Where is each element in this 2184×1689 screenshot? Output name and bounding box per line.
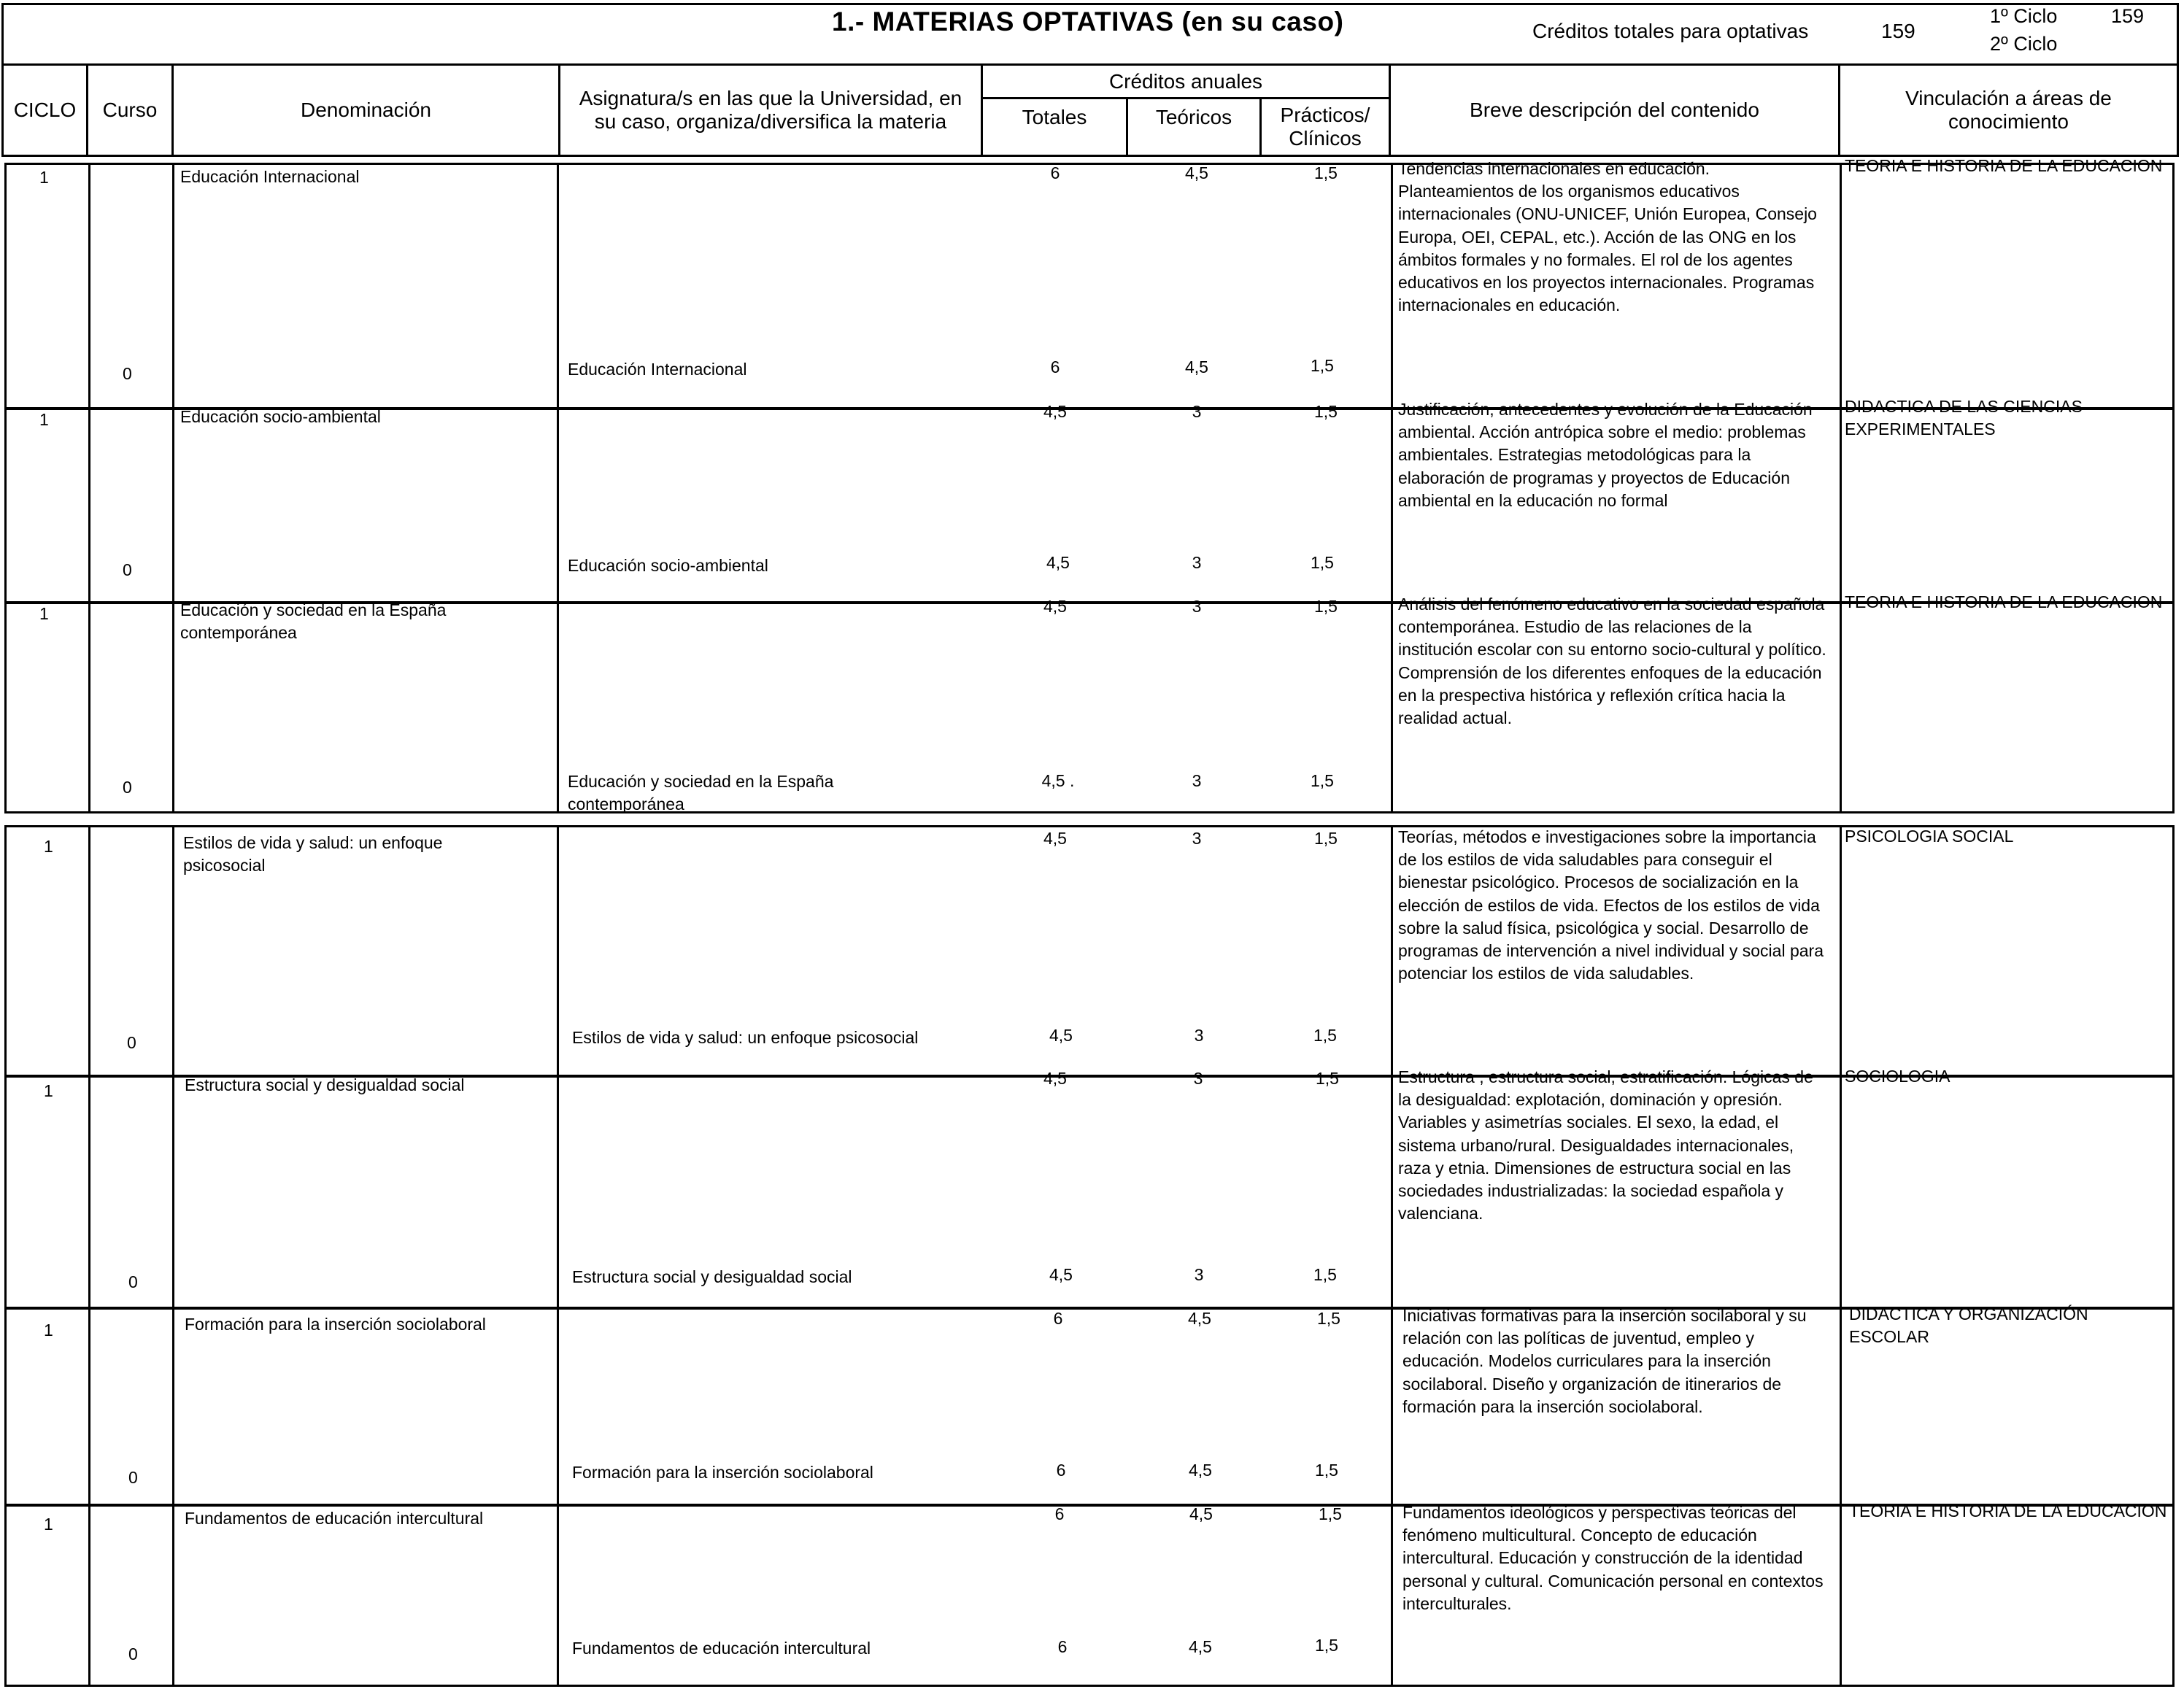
- sub-totales-value: 4,5: [1046, 553, 1070, 572]
- teoricos-value: 3: [1192, 597, 1202, 616]
- title-band: [1, 3, 2179, 66]
- sub-practicos-value: 1,5: [1313, 1026, 1337, 1045]
- descripcion-value: Justificación, antecedentes y evolución de la Educación ambiental. Acción antrópica sobre el medio: problemas ambientales. Estrategias metodológicas para la elaboración de programas y proyectos de Educación ambiental en la educación no formal: [1398, 400, 1813, 510]
- sub-teoricos-value: 3: [1192, 771, 1202, 790]
- ciclo1-value: 159: [2111, 5, 2145, 27]
- practicos-value: 1,5: [1314, 829, 1338, 848]
- descripcion-value: Iniciativas formativas para la inserción socilaboral y su relación con las políticas de juventud, empleo y educación. Modelos curriculares para la inserción socilaboral. Diseño y organización de itinerarios de formación para la inserción sociolaboral.: [1402, 1306, 1807, 1416]
- practicos-value: 1,5: [1317, 1309, 1340, 1328]
- col-totales: Totales: [1022, 106, 1087, 128]
- totales-value: 6: [1053, 1309, 1063, 1328]
- ciclo-value: 1: [44, 1321, 53, 1340]
- sub-practicos-value: 1,5: [1311, 553, 1334, 572]
- teoricos-value: 3: [1193, 1069, 1203, 1088]
- totales-value: 6: [1054, 1504, 1065, 1523]
- practicos-value: 1,5: [1319, 1504, 1342, 1523]
- asignatura-value: Educación socio-ambiental: [568, 556, 768, 575]
- ciclo-value: 1: [39, 410, 49, 429]
- ciclo1-label: 1º Ciclo: [1990, 5, 2058, 27]
- vinculacion-value: DIDACTICA DE LAS CIENCIAS EXPERIMENTALES: [1845, 397, 2083, 438]
- denominacion-value: Fundamentos de educación intercultural: [185, 1509, 484, 1528]
- denominacion-value: Estructura social y desigualdad social: [185, 1075, 465, 1094]
- denominacion-value: Educación Internacional: [180, 167, 360, 186]
- totales-value: 4,5: [1043, 402, 1067, 421]
- col-curso: Curso: [102, 98, 158, 121]
- vinculacion-value: PSICOLOGIA SOCIAL: [1845, 827, 2014, 846]
- totales-value: 4,5: [1043, 597, 1067, 616]
- ciclo-value: 1: [44, 1081, 53, 1100]
- descripcion-value: Fundamentos ideológicos y perspectivas teóricas del fenómeno multicultural. Concepto de educación intercultural. Educación y construcción de la identidad personal y cultural. Comunicación personal en contextos interculturales.: [1402, 1503, 1824, 1613]
- table-row: [4, 163, 2175, 409]
- teoricos-value: 3: [1192, 402, 1202, 421]
- curso-value: 0: [128, 1468, 138, 1487]
- vinculacion-value: TEORIA E HISTORIA DE LA EDUCACION: [1849, 1501, 2167, 1520]
- sub-teoricos-value: 4,5: [1185, 357, 1208, 376]
- curso-value: 0: [123, 778, 132, 797]
- ciclo-value: 1: [44, 837, 53, 856]
- col-practicos: Prácticos/ Clínicos: [1280, 104, 1370, 150]
- sub-practicos-value: 1,5: [1315, 1636, 1338, 1655]
- sub-practicos-value: 1,5: [1315, 1461, 1338, 1480]
- descripcion-value: Tendencias internacionales en educación. Planteamientos de los organismos educativos internacionales (ONU-UNICEF, Unión Europea, Consejo Europa, OEI, CEPAL, etc.). Acción de las ONG en los ámbitos formales y no formales. El rol de los agentes educativos en los proyectos internacionales. Programas internacionales en educación.: [1398, 159, 1817, 315]
- teoricos-value: 4,5: [1189, 1504, 1213, 1523]
- col-descripcion: Breve descripción del contenido: [1470, 98, 1759, 121]
- curso-value: 0: [128, 1644, 138, 1663]
- asignatura-value: Estilos de vida y salud: un enfoque psicosocial: [572, 1028, 919, 1047]
- sub-practicos-value: 1,5: [1313, 1265, 1337, 1284]
- ciclo-value: 1: [44, 1515, 53, 1534]
- sub-teoricos-value: 3: [1194, 1026, 1204, 1045]
- sub-teoricos-value: 4,5: [1189, 1461, 1212, 1480]
- sub-totales-value: 6: [1057, 1637, 1068, 1656]
- curso-value: 0: [123, 364, 132, 383]
- creditos-totales-label: Créditos totales para optativas: [1532, 20, 1809, 42]
- ciclo-value: 1: [39, 168, 49, 187]
- col-vinculacion: Vinculación a áreas de conocimiento: [1905, 87, 2112, 133]
- teoricos-value: 4,5: [1188, 1309, 1211, 1328]
- creditos-totales-value: 159: [1881, 20, 1915, 42]
- vinculacion-value: TEORIA E HISTORIA DE LA EDUCACION: [1845, 156, 2163, 175]
- curso-value: 0: [127, 1033, 136, 1052]
- sub-totales-value: 6: [1056, 1461, 1066, 1480]
- asignatura-value: Educación y sociedad en la España contemporánea: [568, 772, 834, 813]
- denominacion-value: Estilos de vida y salud: un enfoque psicosocial: [183, 833, 443, 875]
- curso-value: 0: [128, 1272, 138, 1291]
- asignatura-value: Estructura social y desigualdad social: [572, 1267, 852, 1286]
- descripcion-value: Teorías, métodos e investigaciones sobre la importancia de los estilos de vida saludables para conseguir el bienestar psicológico. Procesos de socialización en la elección de estilos de vida. Efectos de los estilos de vida sobre la salud física, psicológica y social. Desarrollo de programas de intervención a nivel individual y social para potenciar los estilos de vida saludables.: [1398, 827, 1824, 983]
- col-creditos-anuales: Créditos anuales: [1108, 69, 1263, 93]
- practicos-value: 1,5: [1314, 597, 1338, 616]
- sub-totales-value: 4,5 .: [1041, 771, 1075, 790]
- ciclo2-label: 2º Ciclo: [1990, 33, 2058, 55]
- col-denominacion: Denominación: [301, 98, 431, 121]
- practicos-value: 1,5: [1316, 1069, 1339, 1088]
- practicos-value: 1,5: [1314, 163, 1338, 182]
- vinculacion-value: DIDACTICA Y ORGANIZACIÓN ESCOLAR: [1849, 1305, 2088, 1346]
- sub-teoricos-value: 3: [1192, 553, 1202, 572]
- sub-practicos-value: 1,5: [1311, 771, 1334, 790]
- descripcion-value: Estructura , estructura social, estratificación. Lógicas de la desigualdad: explotación, dominación y opresión. Variables y asimetrías sociales. El sexo, la edad, el sistema urbano/rural. Desigualdades internacionales, raza y etnia. Dimensiones de estructura social en las sociedades industrializadas: la sociedad española y valenciana.: [1398, 1067, 1813, 1224]
- sub-teoricos-value: 4,5: [1189, 1637, 1212, 1656]
- totales-value: 4,5: [1043, 829, 1067, 848]
- practicos-value: 1,5: [1314, 402, 1338, 421]
- page-title: 1.- MATERIAS OPTATIVAS (en su caso): [832, 7, 1344, 36]
- asignatura-value: Educación Internacional: [568, 360, 747, 379]
- vinculacion-value: TEORIA E HISTORIA DE LA EDUCACION: [1845, 592, 2163, 611]
- col-ciclo: CICLO: [13, 98, 77, 121]
- asignatura-value: Fundamentos de educación intercultural: [572, 1639, 871, 1658]
- totales-value: 6: [1050, 163, 1060, 182]
- vinculacion-value: SOCIOLOGIA: [1845, 1067, 1950, 1086]
- totales-value: 4,5: [1043, 1069, 1067, 1088]
- teoricos-value: 3: [1192, 829, 1202, 848]
- col-teoricos: Teóricos: [1155, 106, 1232, 128]
- sub-totales-value: 4,5: [1049, 1265, 1073, 1284]
- ciclo-value: 1: [39, 604, 49, 623]
- descripcion-value: Análisis del fenómeno educativo en la sociedad española contemporánea. Estudio de las relaciones de la institución escolar con su entorno socio-cultural y político. Comprensión de los diferentes enfoques de la educación en la prespectiva histórica y reflexión crítica hacia la realidad actual.: [1398, 595, 1826, 728]
- teoricos-value: 4,5: [1185, 163, 1208, 182]
- sub-totales-value: 6: [1050, 357, 1060, 376]
- table-header: [1, 63, 2179, 157]
- denominacion-value: Formación para la inserción sociolaboral: [185, 1315, 486, 1334]
- curso-value: 0: [123, 560, 132, 579]
- asignatura-value: Formación para la inserción sociolaboral: [572, 1463, 873, 1482]
- sub-teoricos-value: 3: [1194, 1265, 1204, 1284]
- sub-totales-value: 4,5: [1049, 1026, 1073, 1045]
- denominacion-value: Educación socio-ambiental: [180, 407, 381, 426]
- col-asignatura: Asignatura/s en las que la Universidad, en su caso, organiza/diversifica la materia: [579, 87, 962, 133]
- table-row: [4, 1504, 2175, 1687]
- denominacion-value: Educación y sociedad en la España contemporánea: [180, 600, 447, 642]
- sub-practicos-value: 1,5: [1311, 356, 1334, 375]
